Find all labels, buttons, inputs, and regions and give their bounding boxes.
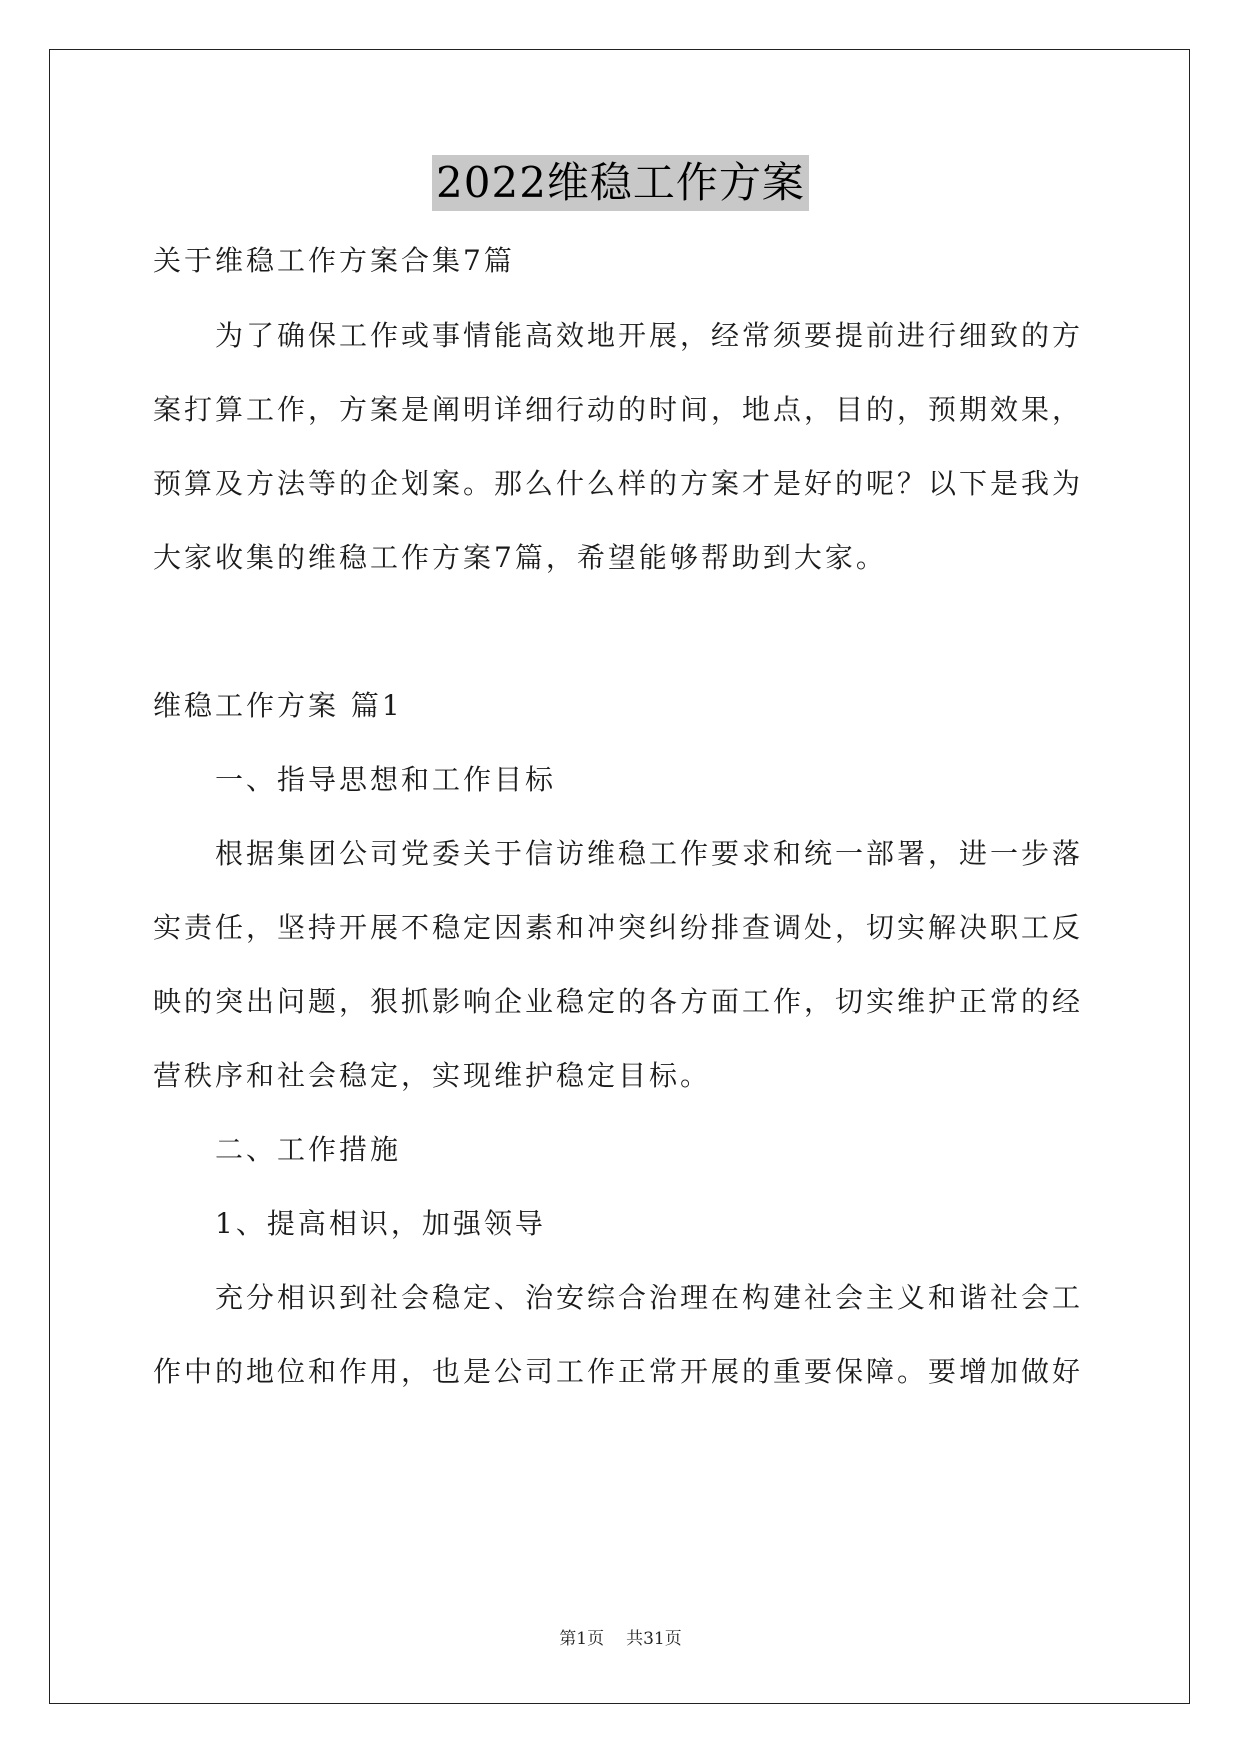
page-total: 共31页 bbox=[626, 1629, 682, 1649]
section-heading: 维稳工作方案 篇1 bbox=[153, 689, 403, 722]
paragraph-line: 为了确保工作或事情能高效地开展，经常须要提前进行细致的方 bbox=[215, 319, 1084, 352]
page-number: 第1页 bbox=[559, 1629, 605, 1649]
paragraph-line: 大家收集的维稳工作方案7篇，希望能够帮助到大家。 bbox=[153, 541, 887, 574]
paragraph-line: 案打算工作，方案是阐明详细行动的时间，地点，目的，预期效果， bbox=[153, 393, 1084, 426]
title-container bbox=[0, 155, 1241, 211]
paragraph-line: 映的突出问题，狠抓影响企业稳定的各方面工作，切实维护正常的经 bbox=[153, 985, 1084, 1018]
paragraph-line: 根据集团公司党委关于信访维稳工作要求和统一部署，进一步落 bbox=[215, 837, 1084, 870]
subsection-heading: 1、提高相识，加强领导 bbox=[215, 1207, 546, 1240]
paragraph-line: 充分相识到社会稳定、治安综合治理在构建社会主义和谐社会工 bbox=[215, 1281, 1084, 1314]
document-title: 2022维稳工作方案 bbox=[432, 155, 809, 211]
subsection-heading: 一、指导思想和工作目标 bbox=[215, 763, 557, 796]
subsection-heading: 二、工作措施 bbox=[215, 1133, 402, 1166]
paragraph-line: 营秩序和社会稳定，实现维护稳定目标。 bbox=[153, 1059, 712, 1092]
document-subtitle: 关于维稳工作方案合集7篇 bbox=[153, 244, 515, 277]
page-footer bbox=[0, 1628, 1241, 1650]
paragraph-line: 实责任，坚持开展不稳定因素和冲突纠纷排查调处，切实解决职工反 bbox=[153, 911, 1084, 944]
paragraph-line: 作中的地位和作用，也是公司工作正常开展的重要保障。要增加做好 bbox=[153, 1355, 1084, 1388]
paragraph-line: 预算及方法等的企划案。那么什么样的方案才是好的呢？以下是我为 bbox=[153, 467, 1084, 500]
page-border bbox=[49, 49, 1190, 1704]
